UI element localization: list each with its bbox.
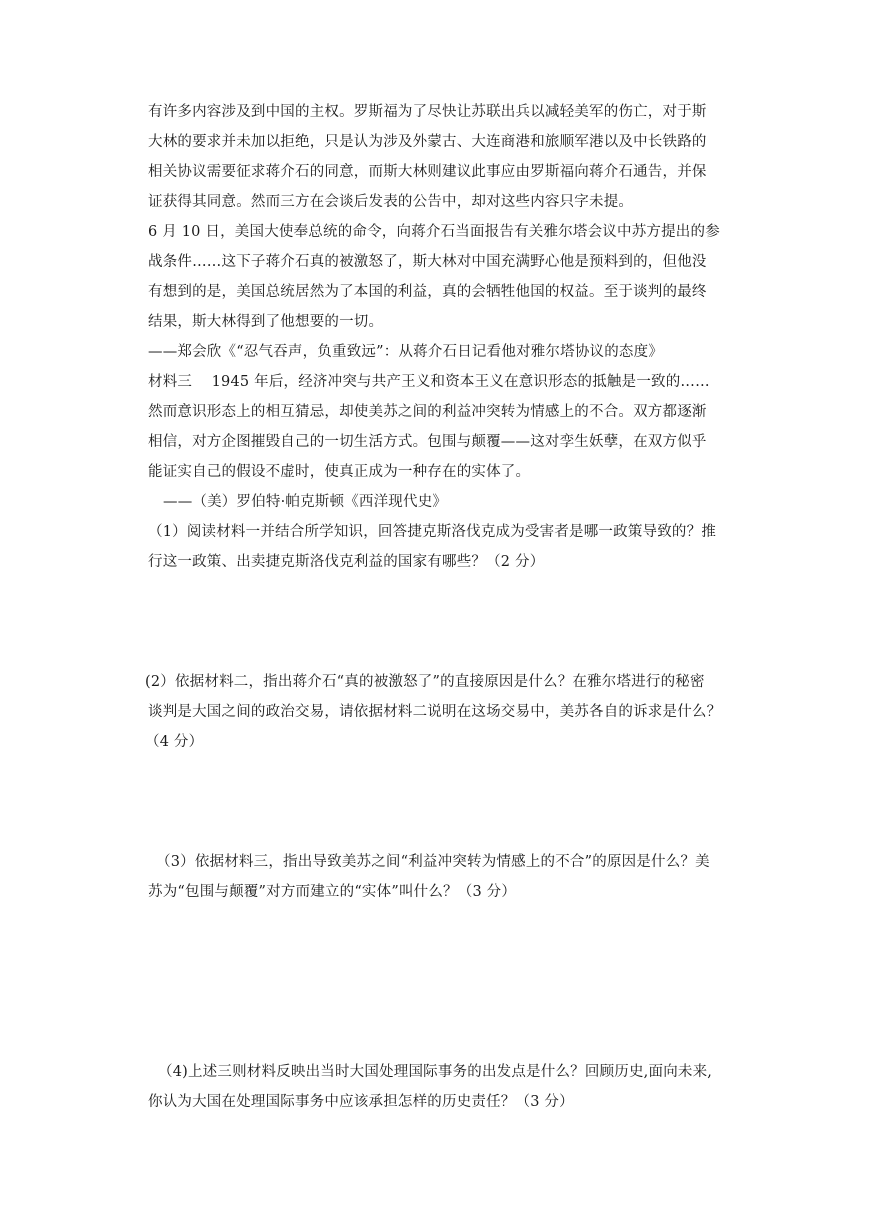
material-two-line: 结果，斯大林得到了他想要的一切。 bbox=[148, 314, 384, 330]
material-two-line: 6 月 10 日，美国大使奉总统的命令，向蒋介石当面报告有关雅尔塔会议中苏方提出的参 bbox=[148, 224, 720, 240]
material-two-line: 有许多内容涉及到中国的主权。罗斯福为了尽快让苏联出兵以减轻美军的伤亡，对于斯 bbox=[148, 104, 707, 120]
question-one-line: 行这一政策、出卖捷克斯洛伐克利益的国家有哪些？（2 分） bbox=[148, 554, 545, 570]
question-one-line: （1）阅读材料一并结合所学知识，回答捷克斯洛伐克成为受害者是哪一政策导致的？推 bbox=[148, 524, 717, 540]
question-four-line: （4)上述三则材料反映出当时大国处理国际事务的出发点是什么？回顾历史,面向未来, bbox=[158, 1064, 713, 1080]
material-three-line: 然而意识形态上的相互猜忌，却使美苏之间的利益冲突转为情感上的不合。双方都逐渐 bbox=[148, 404, 707, 420]
material-two-line: 相关协议需要征求蒋介石的同意，而斯大林则建议此事应由罗斯福向蒋介石通告，并保 bbox=[148, 164, 707, 180]
question-two-line: (2）依据材料二，指出蒋介石“真的被激怒了”的直接原因是什么？在雅尔塔进行的秘密 bbox=[145, 674, 705, 690]
material-two-line: 证获得其同意。然而三方在会谈后发表的公告中，却对这些内容只字未提。 bbox=[148, 194, 634, 210]
question-two-line: （4 分） bbox=[145, 734, 204, 750]
material-three-line: 相信，对方企图摧毁自己的一切生活方式。包围与颠覆——这对孪生妖孽，在双方似乎 bbox=[148, 434, 707, 450]
question-three-line: （3）依据材料三，指出导致美苏之间“利益冲突转为情感上的不合”的原因是什么？美 bbox=[156, 854, 710, 870]
material-three-line: 材料三 1945 年后，经济冲突与共产王义和资本王义在意识形态的抵触是一致的…… bbox=[148, 374, 710, 390]
material-two-line: 大林的要求并未加以拒绝，只是认为涉及外蒙古、大连商港和旅顺军港以及中长铁路的 bbox=[148, 134, 707, 150]
material-three-line: 能证实自己的假设不虚时，使真正成为一种存在的实体了。 bbox=[148, 464, 531, 480]
material-two-source: ——郑会欣《“忍气吞声，负重致远”：从蒋介石日记看他对雅尔塔协议的态度》 bbox=[148, 344, 664, 360]
material-two-line: 有想到的是，美国总统居然为了本国的利益，真的会牺牲他国的权益。至于谈判的最终 bbox=[148, 284, 707, 300]
material-two-line: 战条件……这下子蒋介石真的被激怒了，斯大林对中国充满野心他是预料到的，但他没 bbox=[148, 254, 707, 270]
question-two-line: 谈判是大国之间的政治交易，请依据材料二说明在这场交易中，美苏各自的诉求是什么？ bbox=[148, 704, 722, 720]
material-three-source: ——（美）罗伯特·帕克斯顿《西洋现代史》 bbox=[163, 494, 448, 510]
question-three-line: 苏为“包围与颠覆”对方而建立的“实体”叫什么？（3 分） bbox=[148, 884, 517, 900]
question-four-line: 你认为大国在处理国际事务中应该承担怎样的历史责任？（3 分） bbox=[148, 1094, 574, 1110]
